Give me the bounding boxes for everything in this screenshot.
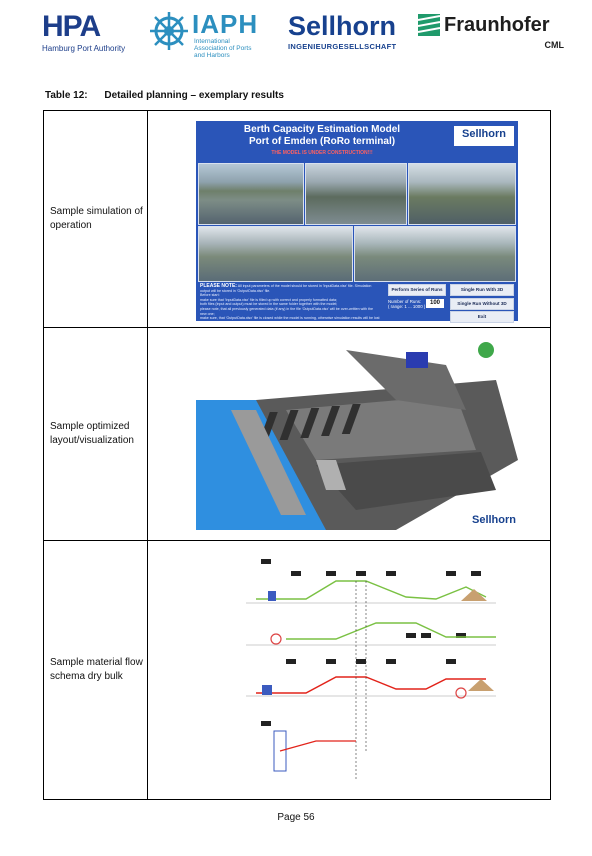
iaph-logo [148,9,278,59]
sellhorn-logo-mark: Sellhorn [288,11,397,41]
header-logos [40,9,570,59]
berth-model-title [196,124,448,148]
note-bullet: both files (input and output) must be stored in the same folder together with the model; [200,302,338,307]
note-bullet: make sure, that 'OutputData.xlsx' file is closed while the model is running, otherwise simulation results will be lost [200,316,380,321]
table-row [44,111,550,328]
before-start-label: Before start: [200,293,220,298]
berth-model-sellhorn-logo: Sellhorn [454,126,514,146]
please-note-text: All input parameters of the model should be stored in 'InputData.xlsx' file. Simulation output will be stored in 'OutputData.xlsx' file. [200,284,372,293]
material-flow-drawing [206,551,516,791]
table-row [44,328,550,541]
hpa-logo-mark: HPA [42,10,101,43]
material-flow-schema-diagram [206,551,516,791]
number-of-runs-range: ( range: 1 ... 1000 ) [388,304,426,309]
results-table [43,110,551,800]
terminal-layout-drawing [196,340,518,530]
number-of-runs-label: Number of Runs: [388,299,422,304]
table-row [44,541,550,799]
terminal-layout-3d-visualization [196,340,518,530]
aerial-photo [198,163,304,225]
berth-capacity-model-screenshot [196,121,518,321]
please-note-label: PLEASE NOTE: [200,283,237,289]
simulation-3d-view [354,226,516,282]
fraunhofer-stripes-icon [418,14,440,36]
row-label-cell [44,328,148,540]
sellhorn-logo-subtitle: INGENIEURGESELLSCHAFT [288,42,397,51]
ship-wheel-icon [148,10,190,52]
aerial-photo [305,163,407,225]
row-image-cell [148,111,550,327]
note-bullet: please note, that all previously generated data (if any) in the file 'OutputData.xlsx' will be over-written with the new one; [200,306,373,316]
number-of-runs-input[interactable]: 100 [426,299,444,308]
single-run-with-3d-button[interactable]: Single Run With 3D [450,284,514,296]
layout-sellhorn-logo: Sellhorn [471,514,516,526]
iaph-logo-subtitle: International Association of Ports and Harbors [194,38,252,59]
row-label: Sample simulation of operation [50,206,143,231]
berth-model-title-line2: Port of Emden (RoRo terminal) [248,136,396,147]
berth-model-title-line1: Berth Capacity Estimation Model [243,124,401,135]
iaph-logo-mark: IAPH [192,9,259,39]
row-label: Sample material flow schema dry bulk [50,657,143,682]
note-bullet: make sure that 'InputData.xlsx' file is filled up with correct and properly formatted data; [200,297,338,302]
row-label-cell [44,111,148,327]
single-run-without-3d-button[interactable]: Single Run Without 3D [450,298,514,310]
row-label: Sample optimized layout/visualization [50,421,134,446]
page-number: Page 56 [277,812,315,823]
row-image-cell [148,328,550,540]
hpa-logo-subtitle: Hamburg Port Authority [42,44,126,53]
row-label-cell [44,541,148,799]
simulation-3d-view [198,226,353,282]
table-title: Detailed planning – exemplary results [104,90,284,101]
berth-model-notes [200,284,380,321]
exit-button[interactable]: Exit [450,311,514,323]
table-caption [45,90,284,101]
perform-series-of-runs-button[interactable]: Perform Series of Runs [388,284,446,296]
sellhorn-logo [288,12,396,51]
hpa-logo [42,12,125,53]
fraunhofer-logo-subtitle: CML [544,40,564,50]
row-image-cell [148,541,550,799]
number-of-runs-field [388,299,444,309]
table-number: Table 12: [45,90,88,101]
berth-model-warning: THE MODEL IS UNDER CONSTRUCTION!!! [271,150,373,156]
fraunhofer-logo-mark: Fraunhofer [444,14,550,36]
aerial-photo [408,163,516,225]
